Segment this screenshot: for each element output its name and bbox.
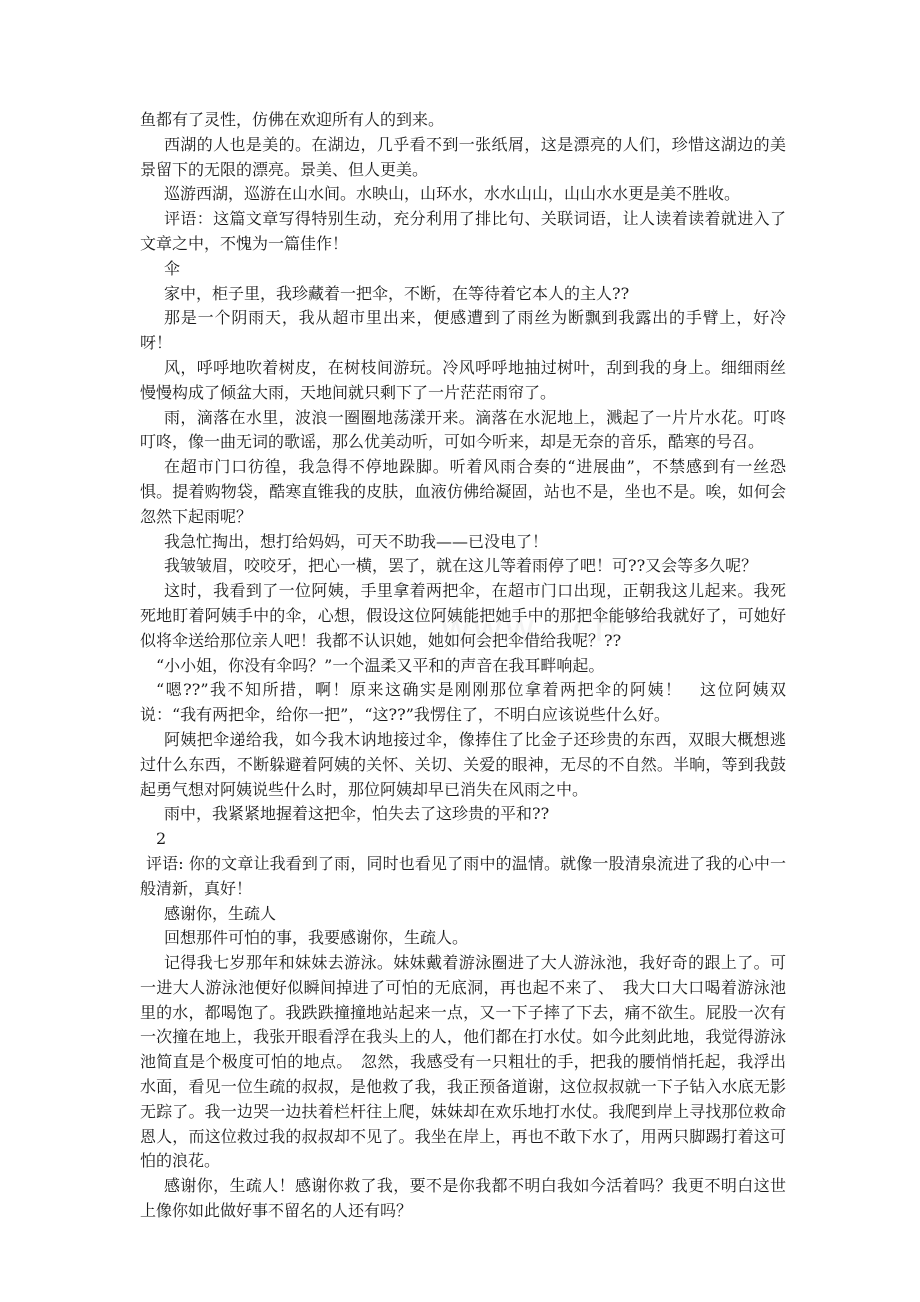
paragraph-umbrella-7: 我皱皱眉，咬咬牙，把心一横，罢了，就在这儿等着雨停了吧！可??又会等多久呢？ <box>164 556 758 576</box>
paragraph-umbrella-2: 那是一个阴雨天，我从超市里出来，便感遭到了雨丝为断飘到我露出的手臂上，好冷呀！ <box>140 308 786 353</box>
paragraph-comment-1: 评语：这篇文章写得特别生动，充分利用了排比句、关联词语，让人读着读着就进入了文章之中，不愧为一篇佳作！ <box>140 209 786 253</box>
paragraph-umbrella-9: “小小姐，你没有伞吗？”一个温柔又平和的声音在我耳畔响起。 <box>156 655 605 675</box>
paragraph-stranger-1: 回想那件可怕的事，我要感谢你，生疏人。 <box>164 928 469 948</box>
paragraph-umbrella-4: 雨，滴落在水里，波浪一圈圈地荡漾开来。滴落在水泥地上，溅起了一片片水花。叮咚叮咚，像一曲无词的歌谣，那么优美动听，可如今听来，却是无奈的音乐，酷寒的号召。 <box>140 407 786 452</box>
essay-title-stranger: 感谢你，生疏人 <box>164 903 277 923</box>
paragraph-umbrella-5: 在超市门口彷徨，我急得不停地跺脚。听着风雨合奏的“进展曲”，不禁感到有一丝恐惧。提着购物袋，酷寒直锥我的皮肤，血液仿佛给凝固，站也不是，坐也不是。唉，如何会忽然下起雨呢？ <box>140 457 786 526</box>
paragraph-umbrella-10: “嗯??”我不知所措，啊！原来这确实是刚刚那位拿着两把伞的阿姨！ 这位阿姨双说：“我有两把伞，给你一把”，“这??”我愣住了，不明白应该说些什么好。 <box>140 680 786 725</box>
paragraph-west-lake-fish: 鱼都有了灵性，仿佛在欢迎所有人的到来。 <box>140 110 445 129</box>
paragraph-stranger-2: 记得我七岁那年和妹妹去游泳。妹妹戴着游泳圈进了大人游泳池，我好奇的跟上了。可一进大人游泳池便好似瞬间掉进了可怕的无底洞，再也起不来了、 我大口大口喝着游泳池里的水，都喝饱了。我跌跌撞撞地站起来一点，又一下子摔了下去，痛不欲生。屁股一次有一次撞在地上，我张开眼看浮在我头上的人，他们都在打水仗。如今此刻此地，我觉得游泳池简直是个极度可怕的地点。 忽然，我感受有一只粗壮的手，把我的腰悄悄托起，我浮出水面，看见一位生疏的叔叔，是他救了我，我正预备道谢，这位叔叔就一下子钻入水底无影无踪了。我一边哭一边扶着栏杆往上爬，妹妹却在欢乐地打水仗。我爬到岸上寻找那位救命恩人，而这位救过我的叔叔却不见了。我坐在岸上，再也不敢下水了，用两只脚踢打着这可怕的浪花。 <box>140 953 786 1171</box>
essay-title-umbrella: 伞 <box>164 258 181 278</box>
paragraph-stranger-3: 感谢你，生疏人！感谢你救了我，要不是你我都不明白我如今活着吗？我更不明白这世上像你如此做好事不留名的人还有吗？ <box>140 1176 786 1221</box>
paragraph-west-lake-people: 西湖的人也是美的。在湖边，几乎看不到一张纸屑，这是漂亮的人们，珍惜这湖边的美景留下的无限的漂亮。景美、但人更美。 <box>140 134 786 179</box>
paragraph-west-lake-tour: 巡游西湖，巡游在山水间。水映山，山环水，水水山山，山山水水更是美不胜收。 <box>164 184 741 204</box>
paragraph-umbrella-6: 我急忙掏出，想打给妈妈，可天不助我——已没电了！ <box>164 531 549 551</box>
paragraph-umbrella-12: 雨中，我紧紧地握着这把伞，怕失去了这珍贵的平和?? <box>164 804 550 824</box>
page-number: 2 <box>156 829 167 849</box>
paragraph-umbrella-11: 阿姨把伞递给我，如今我木讷地接过伞，像捧住了比金子还珍贵的东西，双眼大概想逃过什么东西，不断躲避着阿姨的关怀、关切、关爱的眼神，无尽的不自然。半晌，等到我鼓起勇气想对阿姨说些什么时，那位阿姨却早已消失在风雨之中。 <box>140 729 786 799</box>
paragraph-umbrella-3: 风，呼呼地吹着树皮，在树枝间游玩。冷风呼呼地抽过树叶，刮到我的身上。细细雨丝慢慢构成了倾盆大雨，天地间就只剩下了一片茫茫雨帘了。 <box>140 357 786 402</box>
paragraph-umbrella-1: 家中，柜子里，我珍藏着一把伞，不断，在等待着它本人的主人?? <box>164 283 630 303</box>
paragraph-umbrella-8: 这时，我看到了一位阿姨，手里拿着两把伞，在超市门口出现，正朝我这儿起来。我死死地盯着阿姨手中的伞，心想，假设这位阿姨能把她手中的那把伞能够给我就好了，可她好似将伞送给那位亲人吧！我都不认识她，她如何会把伞借给我呢？?? <box>140 581 786 650</box>
document-body <box>140 108 786 1224</box>
paragraph-comment-2: 评语: 你的文章让我看到了雨，同时也看见了雨中的温情。就像一股清泉流进了我的心中一般清新，真好！ <box>140 853 786 898</box>
